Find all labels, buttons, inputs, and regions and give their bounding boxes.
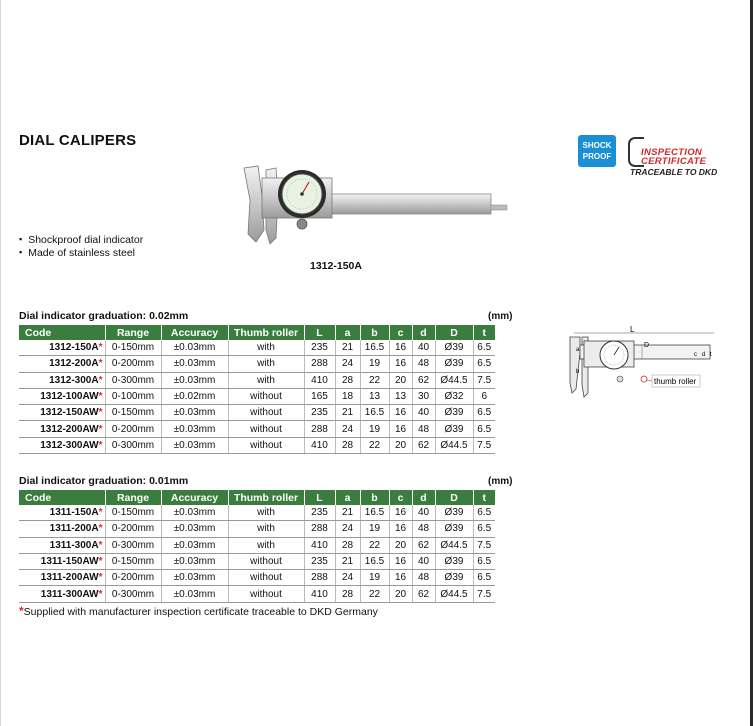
certificate-star: *: [98, 391, 103, 403]
column-header: d: [412, 490, 435, 505]
table-cell: 16: [389, 356, 412, 372]
table-row: [19, 356, 495, 372]
product-code: 1311-200A: [49, 523, 99, 535]
table-cell: 28: [335, 537, 360, 553]
table-cell: 16.5: [360, 553, 389, 569]
shockproof-badge: [578, 135, 616, 167]
product-code: 1312-300AW: [40, 439, 99, 451]
column-header: c: [389, 490, 412, 505]
table-cell: without: [228, 421, 304, 437]
table-cell: ±0.03mm: [161, 372, 228, 388]
column-header: t: [473, 325, 495, 340]
table-cell: 24: [335, 521, 360, 537]
table-cell: 16: [389, 421, 412, 437]
table-cell: without: [228, 388, 304, 404]
table-cell: with: [228, 521, 304, 537]
table-header-row: [19, 490, 495, 505]
table-cell: 7.5: [473, 437, 495, 453]
product-code-cell: [19, 421, 105, 437]
certificate-star: *: [98, 342, 103, 354]
column-header: a: [335, 490, 360, 505]
dim-label-c: c: [694, 352, 697, 358]
table-cell: 410: [304, 586, 335, 602]
table-cell: with: [228, 356, 304, 372]
table-cell: 235: [304, 505, 335, 521]
table-cell: 165: [304, 388, 335, 404]
product-code-cell: [19, 553, 105, 569]
footnote-star: *: [19, 604, 24, 618]
table-cell: with: [228, 372, 304, 388]
feature-item: ▪ Shockproof dial indicator: [19, 234, 143, 247]
table-cell: ±0.03mm: [161, 505, 228, 521]
table-cell: 0-300mm: [105, 372, 161, 388]
table-cell: ±0.03mm: [161, 570, 228, 586]
product-code-cell: [19, 537, 105, 553]
table-row: [19, 405, 495, 421]
table-row: [19, 521, 495, 537]
table-cell: Ø44.5: [435, 437, 473, 453]
table-cell: without: [228, 437, 304, 453]
table-cell: 22: [360, 586, 389, 602]
column-header: c: [389, 325, 412, 340]
footnote-text: Supplied with manufacturer inspection certificate traceable to DKD Germany: [23, 606, 378, 618]
table-cell: 0-100mm: [105, 388, 161, 404]
dim-label-a: a: [576, 347, 580, 353]
product-code-cell: [19, 570, 105, 586]
table-cell: 40: [412, 553, 435, 569]
certificate-star: *: [98, 572, 103, 584]
table-cell: 7.5: [473, 372, 495, 388]
product-code-cell: [19, 388, 105, 404]
table-row: [19, 586, 495, 602]
table-cell: 24: [335, 421, 360, 437]
table-cell: with: [228, 537, 304, 553]
table-cell: 22: [360, 437, 389, 453]
spec-table-002: [19, 325, 495, 454]
table-cell: with: [228, 505, 304, 521]
table-cell: 7.5: [473, 537, 495, 553]
table-cell: without: [228, 586, 304, 602]
table-row: [19, 388, 495, 404]
table-cell: 16: [389, 405, 412, 421]
table-cell: 16: [389, 505, 412, 521]
table-cell: ±0.03mm: [161, 340, 228, 356]
column-header: Thumb roller: [228, 490, 304, 505]
certificate-star: *: [98, 374, 103, 386]
certificate-star: *: [98, 407, 103, 419]
table-cell: 6.5: [473, 340, 495, 356]
table-cell: 21: [335, 405, 360, 421]
table-cell: without: [228, 553, 304, 569]
product-code: 1312-150A: [49, 342, 99, 354]
table-row: [19, 437, 495, 453]
table-cell: 0-200mm: [105, 570, 161, 586]
dim-label-d: d: [702, 352, 706, 358]
column-header: L: [304, 325, 335, 340]
table-cell: 48: [412, 570, 435, 586]
table-cell: 16: [389, 521, 412, 537]
product-code-cell: [19, 521, 105, 537]
certificate-star: *: [98, 588, 103, 600]
table-cell: 410: [304, 437, 335, 453]
table-cell: ±0.02mm: [161, 388, 228, 404]
model-label: 1312-150A: [310, 260, 362, 272]
table-cell: Ø44.5: [435, 372, 473, 388]
product-code-cell: [19, 405, 105, 421]
column-header: Accuracy: [161, 325, 228, 340]
dim-label-L: L: [630, 325, 635, 334]
table-cell: ±0.03mm: [161, 553, 228, 569]
table-cell: 6.5: [473, 356, 495, 372]
dim-label-D: D: [644, 342, 650, 349]
table-cell: Ø39: [435, 356, 473, 372]
table-cell: Ø39: [435, 570, 473, 586]
table-cell: 21: [335, 553, 360, 569]
table-title: Dial indicator graduation: 0.01mm: [19, 475, 189, 487]
table-cell: 18: [335, 388, 360, 404]
table-cell: 62: [412, 586, 435, 602]
column-header: Range: [105, 490, 161, 505]
column-header: d: [412, 325, 435, 340]
table-cell: 16: [389, 570, 412, 586]
table-cell: ±0.03mm: [161, 356, 228, 372]
table-cell: Ø44.5: [435, 537, 473, 553]
table-cell: 62: [412, 372, 435, 388]
table-cell: 19: [360, 570, 389, 586]
column-header: Accuracy: [161, 490, 228, 505]
table-cell: 0-200mm: [105, 356, 161, 372]
table-cell: 28: [335, 372, 360, 388]
table-cell: ±0.03mm: [161, 437, 228, 453]
table-cell: 6.5: [473, 521, 495, 537]
product-code: 1311-300AW: [40, 588, 99, 600]
product-code-cell: [19, 340, 105, 356]
table-cell: 30: [412, 388, 435, 404]
product-code: 1311-150AW: [40, 556, 99, 568]
table-cell: 20: [389, 537, 412, 553]
table-cell: Ø39: [435, 553, 473, 569]
certificate-traceable: TRACEABLE TO DKD: [630, 167, 718, 177]
product-code-cell: [19, 437, 105, 453]
table-cell: 288: [304, 521, 335, 537]
table-cell: 40: [412, 405, 435, 421]
certificate-star: *: [98, 439, 103, 451]
column-header: Range: [105, 325, 161, 340]
column-header: D: [435, 325, 473, 340]
badge-line: SHOCK: [582, 141, 612, 150]
table-cell: 0-200mm: [105, 521, 161, 537]
table-cell: 288: [304, 421, 335, 437]
table-cell: 6.5: [473, 553, 495, 569]
column-header: b: [360, 325, 389, 340]
table-cell: 288: [304, 356, 335, 372]
column-header: a: [335, 325, 360, 340]
product-code: 1311-150A: [49, 507, 99, 519]
thumb-roller-label: thumb roller: [654, 377, 697, 386]
table-unit: (mm): [488, 476, 513, 487]
table-cell: 288: [304, 570, 335, 586]
table-row: [19, 505, 495, 521]
table-cell: Ø39: [435, 405, 473, 421]
table-cell: 0-300mm: [105, 586, 161, 602]
table-cell: 6.5: [473, 570, 495, 586]
table-cell: 28: [335, 437, 360, 453]
table-cell: 235: [304, 553, 335, 569]
table-cell: 410: [304, 372, 335, 388]
table-cell: 19: [360, 356, 389, 372]
certificate-star: *: [98, 556, 103, 568]
table-cell: Ø32: [435, 388, 473, 404]
table-cell: 62: [412, 437, 435, 453]
table-cell: 0-150mm: [105, 553, 161, 569]
table-cell: Ø39: [435, 521, 473, 537]
table-cell: 48: [412, 421, 435, 437]
product-code: 1312-300A: [49, 374, 99, 386]
certificate-star: *: [98, 358, 103, 370]
page-title: DIAL CALIPERS: [19, 132, 137, 149]
table-cell: 0-150mm: [105, 505, 161, 521]
table-cell: 48: [412, 356, 435, 372]
badge-line: PROOF: [582, 152, 612, 161]
spec-table-001: [19, 490, 495, 603]
column-header: Code: [19, 490, 105, 505]
table-cell: 19: [360, 521, 389, 537]
table-cell: without: [228, 570, 304, 586]
table-cell: 0-300mm: [105, 537, 161, 553]
certificate-line: INSPECTION: [641, 147, 703, 158]
dim-label-t: t: [710, 352, 712, 358]
table-cell: 16.5: [360, 505, 389, 521]
table-row: [19, 570, 495, 586]
column-header: b: [360, 490, 389, 505]
product-code-cell: [19, 356, 105, 372]
table-cell: 16: [389, 553, 412, 569]
table-cell: 410: [304, 537, 335, 553]
table-cell: Ø39: [435, 505, 473, 521]
product-code: 1312-100AW: [40, 391, 99, 403]
table-cell: 40: [412, 505, 435, 521]
table-row: [19, 340, 495, 356]
certificate-star: *: [98, 507, 103, 519]
certificate-star: *: [98, 523, 103, 535]
table-cell: 48: [412, 521, 435, 537]
table-cell: with: [228, 340, 304, 356]
table-cell: 21: [335, 505, 360, 521]
certificate-star: *: [98, 423, 103, 435]
table-cell: Ø44.5: [435, 586, 473, 602]
table-unit: (mm): [488, 311, 513, 322]
table-cell: 13: [360, 388, 389, 404]
table-cell: 0-150mm: [105, 340, 161, 356]
table-cell: 19: [360, 421, 389, 437]
table-cell: 16: [389, 340, 412, 356]
table-cell: 0-150mm: [105, 405, 161, 421]
column-header: t: [473, 490, 495, 505]
table-cell: 24: [335, 356, 360, 372]
table-cell: 28: [335, 586, 360, 602]
product-code: 1312-200A: [49, 358, 99, 370]
page-edge: [0, 0, 1, 726]
table-cell: 6.5: [473, 405, 495, 421]
table-cell: ±0.03mm: [161, 405, 228, 421]
column-header: L: [304, 490, 335, 505]
product-code: 1311-200AW: [40, 572, 99, 584]
product-code: 1312-150AW: [40, 407, 99, 419]
certificate-star: *: [98, 539, 103, 551]
table-cell: 13: [389, 388, 412, 404]
table-cell: 6.5: [473, 505, 495, 521]
table-cell: 235: [304, 340, 335, 356]
caliper-dimension-diagram: [564, 323, 724, 408]
table-cell: 7.5: [473, 586, 495, 602]
column-header: D: [435, 490, 473, 505]
table-cell: 40: [412, 340, 435, 356]
table-row: [19, 553, 495, 569]
caliper-product-image: [236, 160, 516, 260]
feature-item: ▪ Made of stainless steel: [19, 247, 143, 260]
dim-label-b: b: [576, 369, 580, 375]
table-header-row: [19, 325, 495, 340]
table-cell: 235: [304, 405, 335, 421]
table-cell: without: [228, 405, 304, 421]
table-cell: ±0.03mm: [161, 421, 228, 437]
table-cell: 22: [360, 537, 389, 553]
product-code: 1311-300A: [49, 539, 99, 551]
certificate-line: CERTIFICATE: [641, 156, 707, 167]
table-cell: ±0.03mm: [161, 521, 228, 537]
table-cell: 0-300mm: [105, 437, 161, 453]
column-header: Code: [19, 325, 105, 340]
table-cell: 16.5: [360, 340, 389, 356]
product-code: 1312-200AW: [40, 423, 99, 435]
table-cell: 0-200mm: [105, 421, 161, 437]
product-code-cell: [19, 505, 105, 521]
table-cell: ±0.03mm: [161, 537, 228, 553]
table-cell: 22: [360, 372, 389, 388]
table-cell: Ø39: [435, 340, 473, 356]
table-cell: Ø39: [435, 421, 473, 437]
footnote: [19, 604, 378, 618]
table-title: Dial indicator graduation: 0.02mm: [19, 310, 189, 322]
column-header: Thumb roller: [228, 325, 304, 340]
table-cell: 20: [389, 437, 412, 453]
table-cell: 24: [335, 570, 360, 586]
product-code-cell: [19, 372, 105, 388]
table-cell: 20: [389, 586, 412, 602]
table-cell: 16.5: [360, 405, 389, 421]
table-cell: ±0.03mm: [161, 586, 228, 602]
table-cell: 6: [473, 388, 495, 404]
product-code-cell: [19, 586, 105, 602]
table-cell: 21: [335, 340, 360, 356]
table-cell: 62: [412, 537, 435, 553]
table-row: [19, 372, 495, 388]
table-cell: 6.5: [473, 421, 495, 437]
feature-list: [19, 234, 143, 260]
table-row: [19, 421, 495, 437]
table-row: [19, 537, 495, 553]
table-cell: 20: [389, 372, 412, 388]
